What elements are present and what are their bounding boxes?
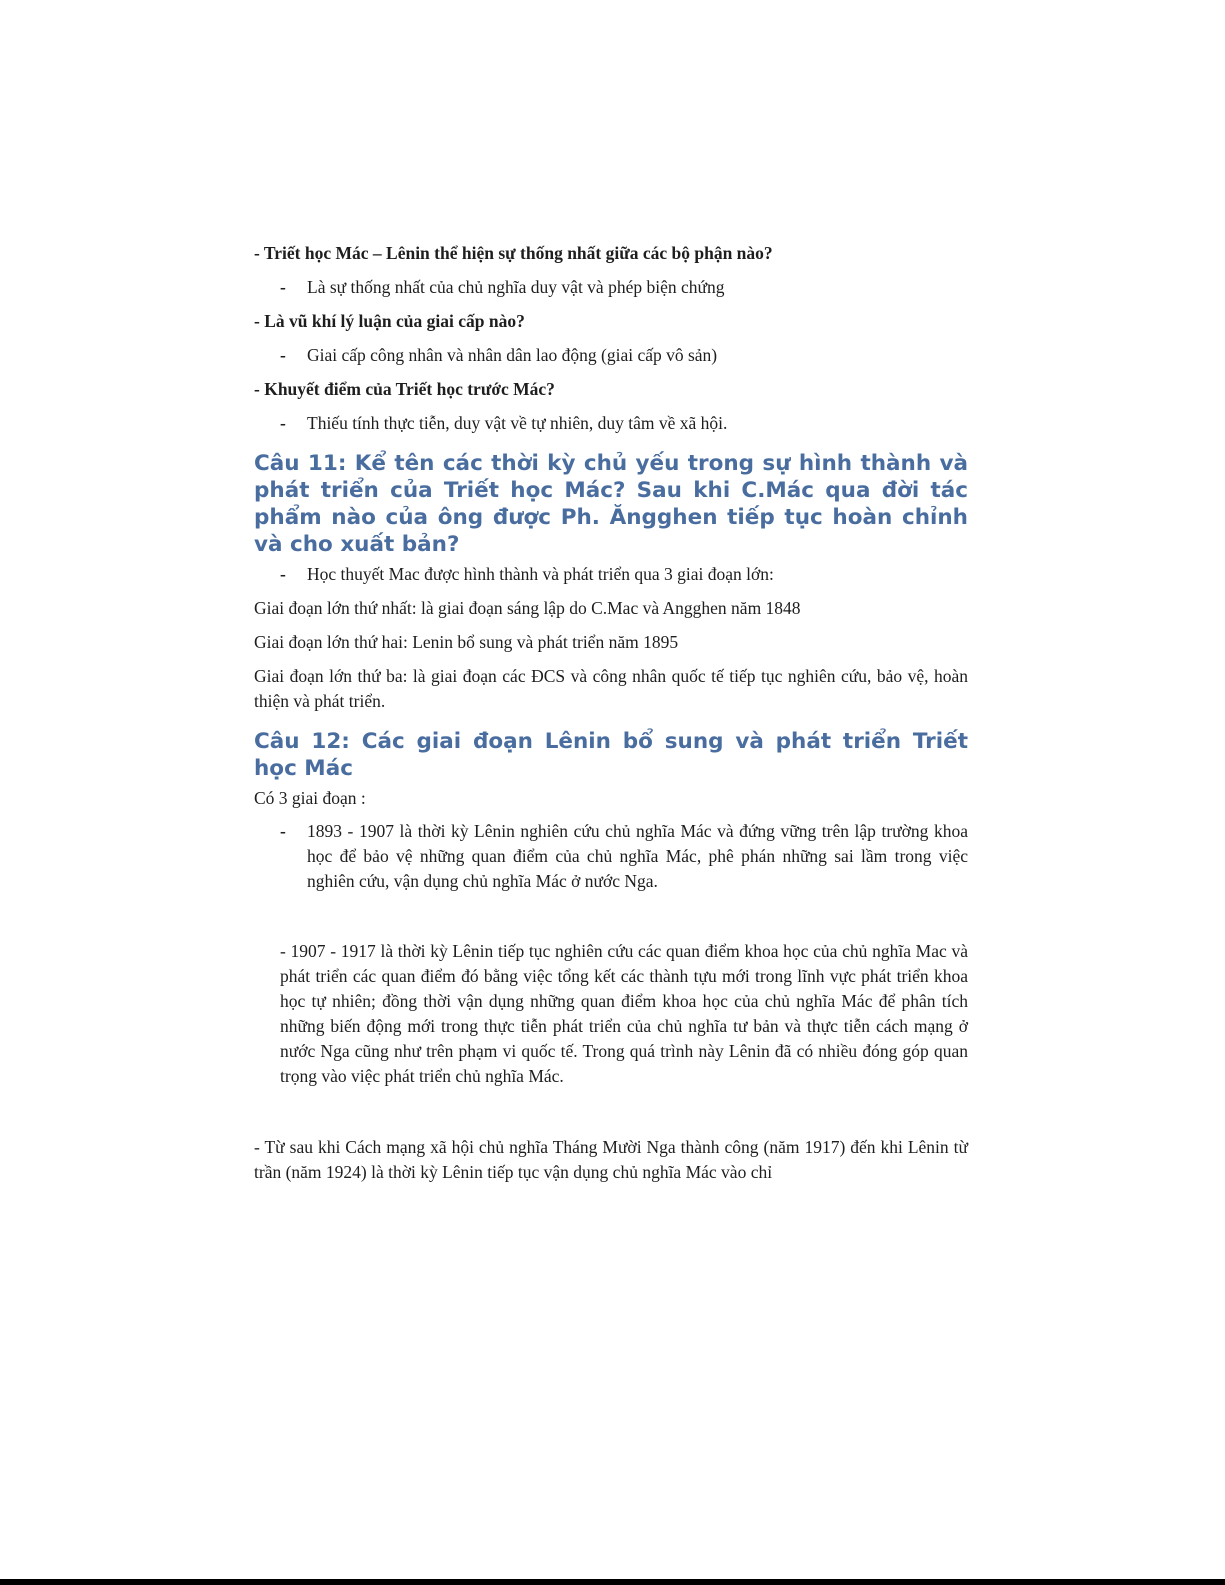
answer-pre-marx-weakness	[280, 411, 968, 436]
answer-philosophy-unity	[280, 275, 968, 300]
answer-theoretical-weapon	[280, 343, 968, 368]
cau12-intro: Có 3 giai đoạn :	[254, 788, 366, 808]
bullet-dash: -	[280, 564, 286, 584]
cau12-stage-two: - 1907 - 1917 là thời kỳ Lênin tiếp tục nghiên cứu các quan điểm khoa học của chủ nghĩa Mac và phát triển các quan điểm đó bằng việc tổng kết các thành tựu mới trong lĩnh vực phát triển khoa học tự nhiên; đồng thời vận dụng những quan điểm khoa học của chủ nghĩa Mác để phân tích những biến động mới trong thực tiễn phát triển của chủ nghĩa tư bản và thực tiễn cách mạng ở nước Nga cũng như trên phạm vi quốc tế. Trong quá trình này Lênin đã có nhiều đóng góp quan trọng vào việc phát triển chủ nghĩa Mác.	[280, 941, 968, 1086]
cau11-stage-one: Giai đoạn lớn thứ nhất: là giai đoạn sáng lập do C.Mac và Angghen năm 1848	[254, 598, 801, 618]
answer-text: Là sự thống nhất của chủ nghĩa duy vật và phép biện chứng	[307, 277, 725, 297]
bullet-dash: -	[280, 277, 286, 297]
document-content	[254, 241, 968, 1185]
answer-text: Thiếu tính thực tiễn, duy vật về tự nhiên, duy tâm về xã hội.	[307, 413, 728, 433]
cau12-stage-one-text: 1893 - 1907 là thời kỳ Lênin nghiên cứu chủ nghĩa Mác và đứng vững trên lập trường khoa học để bảo vệ những quan điểm của chủ nghĩa Mác, phê phán những sai lầm trong việc nghiên cứu, vận dụng chủ nghĩa Mác ở nước Nga.	[307, 821, 968, 891]
section-heading-cau-12: Câu 12: Các giai đoạn Lênin bổ sung và phát triển Triết học Mác	[254, 729, 968, 781]
cau11-lead-text: Học thuyết Mac được hình thành và phát triển qua 3 giai đoạn lớn:	[307, 564, 774, 584]
answer-text: Giai cấp công nhân và nhân dân lao động (giai cấp vô sản)	[307, 345, 718, 365]
bullet-dash: -	[280, 345, 286, 365]
bullet-dash: -	[280, 821, 286, 841]
bottom-border	[0, 1579, 1225, 1585]
cau12-stage-one	[280, 819, 968, 894]
section-heading-cau-11: Câu 11: Kể tên các thời kỳ chủ yếu trong sự hình thành và phát triển của Triết học Mác? Sau khi C.Mác qua đời tác phẩm nào của ông được Ph. Ăngghen tiếp tục hoàn chỉnh và cho xuất bản?	[254, 451, 968, 557]
question-theoretical-weapon: - Là vũ khí lý luận của giai cấp nào?	[254, 311, 525, 331]
cau11-lead-item	[280, 562, 968, 587]
cau11-stage-two: Giai đoạn lớn thứ hai: Lenin bổ sung và phát triển năm 1895	[254, 632, 679, 652]
bullet-dash: -	[280, 413, 286, 433]
question-pre-marx-weakness: - Khuyết điểm của Triết học trước Mác?	[254, 379, 555, 399]
question-philosophy-unity: - Triết học Mác – Lênin thể hiện sự thống nhất giữa các bộ phận nào?	[254, 243, 773, 263]
cau12-stage-three: - Từ sau khi Cách mạng xã hội chủ nghĩa Tháng Mười Nga thành công (năm 1917) đến khi Lênin từ trần (năm 1924) là thời kỳ Lênin tiếp tục vận dụng chủ nghĩa Mác vào chỉ	[254, 1137, 968, 1182]
cau11-stage-three: Giai đoạn lớn thứ ba: là giai đoạn các ĐCS và công nhân quốc tế tiếp tục nghiên cứu, bảo vệ, hoàn thiện và phát triển.	[254, 666, 968, 711]
